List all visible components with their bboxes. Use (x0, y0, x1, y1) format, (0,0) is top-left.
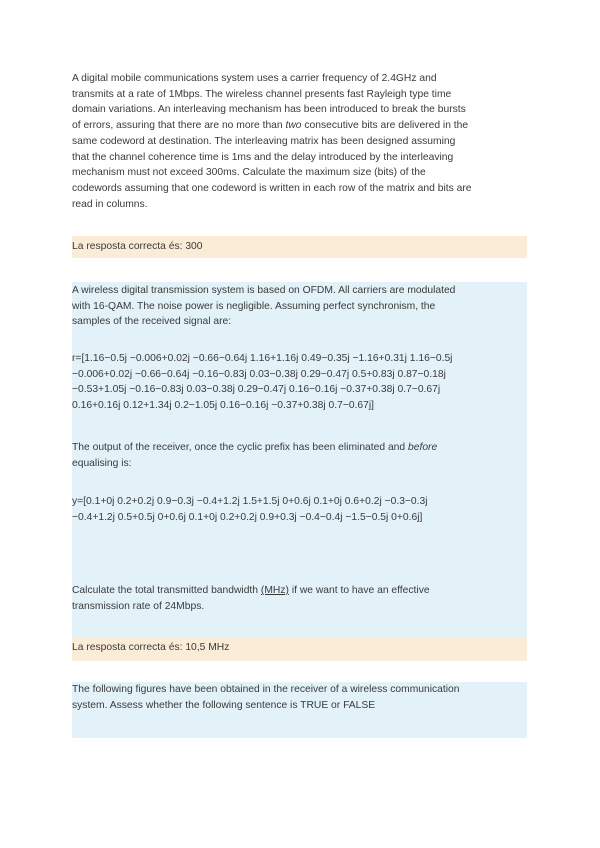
q1-line: transmits at a rate of 1Mbps. The wireless channel presents fast Rayleigh type time (72, 88, 452, 100)
q2-calculate-text: Calculate the total transmitted bandwidth (MHz) if we want to have an effective transmission rate of 24Mbps. (72, 585, 430, 612)
q1-line: mechanism must not exceed 300ms. Calculate the maximum size (bits) of the (72, 167, 426, 179)
question-1-text (72, 71, 527, 212)
q1-line: that the channel coherence time is 1ms and the delay introduced by the interleaving (72, 151, 454, 163)
question-3-block (72, 682, 527, 738)
q2-answer-box (72, 638, 527, 661)
q1-line: codewords assuming that one codeword is written in each row of the matrix and bits are (72, 182, 472, 194)
q1-line: of errors, assuring that there are no more than two consecutive bits are delivered in the (72, 120, 469, 132)
q2-output-text: The output of the receiver, once the cyclic prefix has been eliminated and before equalising is: (72, 442, 438, 469)
q1-line: read in columns. (72, 198, 148, 210)
q2-unit: (MHz) (260, 585, 289, 596)
q3-line: The following figures have been obtained in the receiver of a wireless communication (72, 684, 460, 695)
q2-intro: A wireless digital transmission system is based on OFDM. All carriers are modulated with 16-QAM. The noise power is negligible. Assuming perfect synchronism, the samples of the received signal are: (72, 285, 456, 328)
q1-line: domain variations. An interleaving mechanism has been introduced to break the bursts (72, 104, 466, 116)
q3-line: system. Assess whether the following sentence is TRUE or FALSE (72, 699, 376, 711)
q2-output-samples: y=[0.1+0j 0.2+0.2j 0.9−0.3j −0.4+1.2j 1.5+1.5j 0+0.6j 0.1+0j 0.6+0.2j −0.3−0.3j −0.4+1.2j 0.5+0.5j 0+0.6j 0.1+0j 0.2+0.2j 0.9+0.3j −0.4−0.4j −1.5−0.5j 0+0.6j] (72, 496, 428, 523)
q1-emphasis: two (285, 120, 302, 132)
q1-line: same codeword at destination. The interleaving matrix has been designed assuming (72, 135, 456, 147)
q2-answer: La resposta correcta és: 10,5 MHz (72, 642, 230, 653)
q2-emphasis: before (408, 442, 438, 453)
q2-received-signal: r=[1.16−0.5j −0.006+0.02j −0.66−0.64j 1.16+1.16j 0.49−0.35j −1.16+0.31j 1.16−0.5j −0.006+0.02j −0.66−0.64j −0.16−0.83j 0.03−0.38j 0.29−0.47j 0.5+0.83j 0.87−0.18j −0.53+1.05j −0.16−0.83j 0.03−0.38j 0.29−0.47j 0.16−0.16j −0.37+0.38j 0.7−0.67j 0.16+0.16j 0.12+1.34j 0.2−1.05j 0.16−0.16j −0.37+0.38j 0.7−0.67j] (72, 353, 453, 412)
q1-line: A digital mobile communications system uses a carrier frequency of 2.4GHz and (72, 73, 437, 84)
q1-answer: La resposta correcta és: 300 (72, 241, 203, 252)
q1-answer-box (72, 236, 527, 258)
